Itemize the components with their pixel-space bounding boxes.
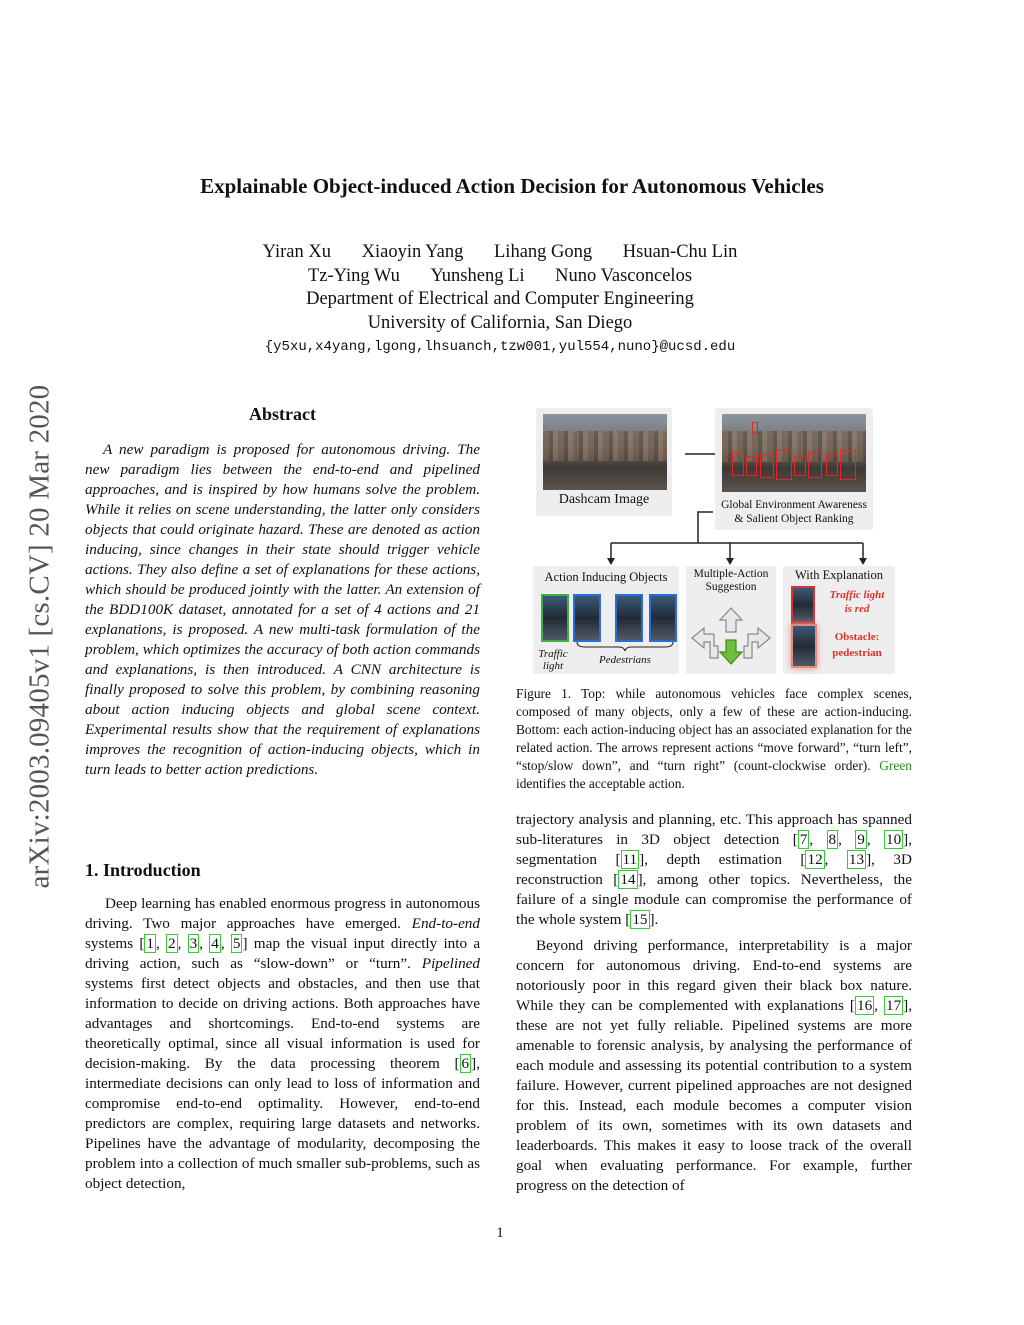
citation-link[interactable]: 10: [885, 831, 902, 848]
pedestrian-crop: [791, 624, 817, 668]
pedestrian-crop: [649, 594, 677, 642]
citation-link[interactable]: 14: [620, 871, 636, 888]
author-line-2: [0, 265, 1000, 289]
explanation-obstacle: Obstacle: pedestrian: [832, 631, 882, 659]
author-line-1: [0, 241, 1000, 265]
traffic-light-label: Traffic light: [538, 648, 568, 672]
citation-link[interactable]: 9: [857, 831, 865, 848]
citation-link[interactable]: 7: [799, 831, 808, 848]
citation-link[interactable]: 1: [146, 935, 154, 952]
author: Hsuan-Chu Lin: [622, 242, 738, 262]
affiliation-univ: University of California, San Diego: [367, 313, 633, 333]
abstract-heading: Abstract: [249, 404, 316, 424]
right-column-text: [516, 810, 912, 1196]
paragraph: Beyond driving performance, interpretability is a major concern for autonomous driving. End-to-end systems are notoriously poor in this regard given their black box nature. While they can be complemented with explanations [ 16 , 17 ], these are not yet fully reliable. Pipelined systems are more amenable to forensic analysis, by analysing the performance of each module and assessing its potential contribution to a system failure. However, current pipelined approaches are not designed for this. Instead, each module becomes a computer vision problem of its own, sometimes with its own datasets and leaderboards. This makes it easy to loose track of the overall goal when evaluating performance. For example, further progress on the detection of: [516, 937, 913, 1194]
citation-link[interactable]: 6: [461, 1055, 470, 1072]
pedestrians-label: Pedestrians: [599, 654, 651, 666]
citation-link[interactable]: 13: [848, 851, 865, 868]
aio-label: Action Inducing Objects: [544, 570, 668, 584]
author-emails: {y5xu,x4yang,lgong,lhsuanch,tzw001,yul554,nuno}@ucsd.edu: [264, 339, 736, 355]
explanation-panel: [783, 566, 895, 674]
annotated-scene-image: [722, 414, 866, 492]
citation-link[interactable]: 16: [856, 997, 873, 1014]
action-inducing-objects-panel: [533, 566, 679, 674]
citation-link[interactable]: 4: [211, 935, 219, 952]
citation-link[interactable]: 12: [807, 851, 823, 868]
figure-caption: Figure 1. Top: while autonomous vehicles face complex scenes, composed of many objects, only a few of these are action-inducing. Bottom: each action-inducing object has an associated explanation for the related action. The arrows represent actions “move forward”, “turn left”, “stop/slow down”, and “turn right” (count-clockwise order). Green identifies the acceptable action.: [516, 686, 912, 791]
traffic-light-crop: [541, 594, 569, 642]
citation-link[interactable]: 11: [622, 851, 638, 868]
paper-title: Explainable Object-induced Action Decision for Autonomous Vehicles: [200, 174, 824, 198]
citation-link[interactable]: 17: [885, 997, 902, 1014]
pedestrian-crop: [573, 594, 601, 642]
paragraph: trajectory analysis and planning, etc. This approach has spanned sub-literatures in 3D object detection [ 7 , 8 , 9 , 10 ], segmentation [ 11 ], depth estimation [ 12 , 13 ], 3D reconstruction [ 14 ], among other topics. Nevertheless, the failure of a single module can compromise the performance of the whole system [ 15 ].: [516, 811, 913, 928]
dashcam-label: Dashcam Image: [558, 492, 650, 507]
brace-icon: [575, 640, 675, 652]
author: Xiaoyin Yang: [361, 242, 464, 262]
affiliation-dept: Department of Electrical and Computer Engineering: [306, 289, 694, 309]
mas-label: Multiple-Action Suggestion: [693, 568, 769, 593]
arxiv-stamp: arXiv:2003.09405v1 [cs.CV] 20 Mar 2020: [23, 384, 56, 889]
we-label: With Explanation: [794, 568, 884, 582]
explanation-traffic-light: Traffic light is red: [829, 589, 885, 615]
figure-1: [533, 408, 913, 678]
pedestrian-crop: [615, 594, 643, 642]
citation-link[interactable]: 8: [828, 831, 837, 848]
connector-arrows-icon: [593, 508, 893, 568]
abstract-text: A new paradigm is proposed for autonomous driving. The new paradigm lies between the end-to-end and pipelined approaches, and is inspired by how humans solve the problem. While it relies on scene understanding, the latter only considers objects that could originate hazard. These are denoted as action inducing, since changes in their state should trigger vehicle actions. They also define a set of explanations for these actions, which should be produced jointly with the latter. An extension of the BDD100K dataset, annotated for a set of 4 actions and 21 explanations, is proposed. A new multi-task formulation of the problem, which optimizes the accuracy of both action commands and explanations, is then introduced. A CNN architecture is finally proposed to solve this problem, by combining reasoning about action inducing objects and global scene context. Experimental results show that the requirement of explanations improves the recognition of action-inducing objects, which in turn leads to better action predictions.: [85, 441, 480, 778]
citation-link[interactable]: 3: [189, 935, 198, 952]
citation-link[interactable]: 15: [632, 911, 648, 928]
action-arrows-icon: [690, 606, 772, 668]
author: Yiran Xu: [262, 242, 331, 262]
author: Tz-Ying Wu: [307, 266, 400, 286]
author: Yunsheng Li: [430, 266, 525, 286]
intro-heading: 1. Introduction: [85, 860, 201, 880]
global-awareness-label: Global Environment Awareness & Salient Object Ranking: [721, 499, 867, 525]
page-number: 1: [496, 1225, 504, 1241]
author: Nuno Vasconcelos: [555, 266, 693, 286]
multiple-action-panel: [686, 566, 776, 674]
dashcam-panel: [536, 408, 672, 516]
citation-link[interactable]: 2: [168, 935, 176, 952]
citation-link[interactable]: 5: [232, 935, 241, 952]
intro-paragraph: Deep learning has enabled enormous progress in autonomous driving. Two major approaches have emerged. End-to-end systems [ 1 , 2 , 3 , 4 , 5 ] map the visual input directly into a driving action, such as “slow-down” or “turn”. Pipelined systems first detect objects and obstacles, and then use that information to decide on driving actions. Both approaches have advantages and shortcomings. End-to-end systems are theoretically optimal, since all visual information is used for decision-making. By the data processing theorem [ 6 ], intermediate decisions can only lead to loss of information and compromise end-to-end optimality. However, end-to-end predictors are complex, requiring large datasets and networks. Pipelines have the advantage of modularity, decomposing the problem into a collection of much smaller sub-problems, such as object detection,: [85, 895, 481, 1192]
author: Lihang Gong: [494, 242, 593, 262]
traffic-light-crop: [791, 586, 815, 624]
dashcam-image: [543, 414, 667, 490]
